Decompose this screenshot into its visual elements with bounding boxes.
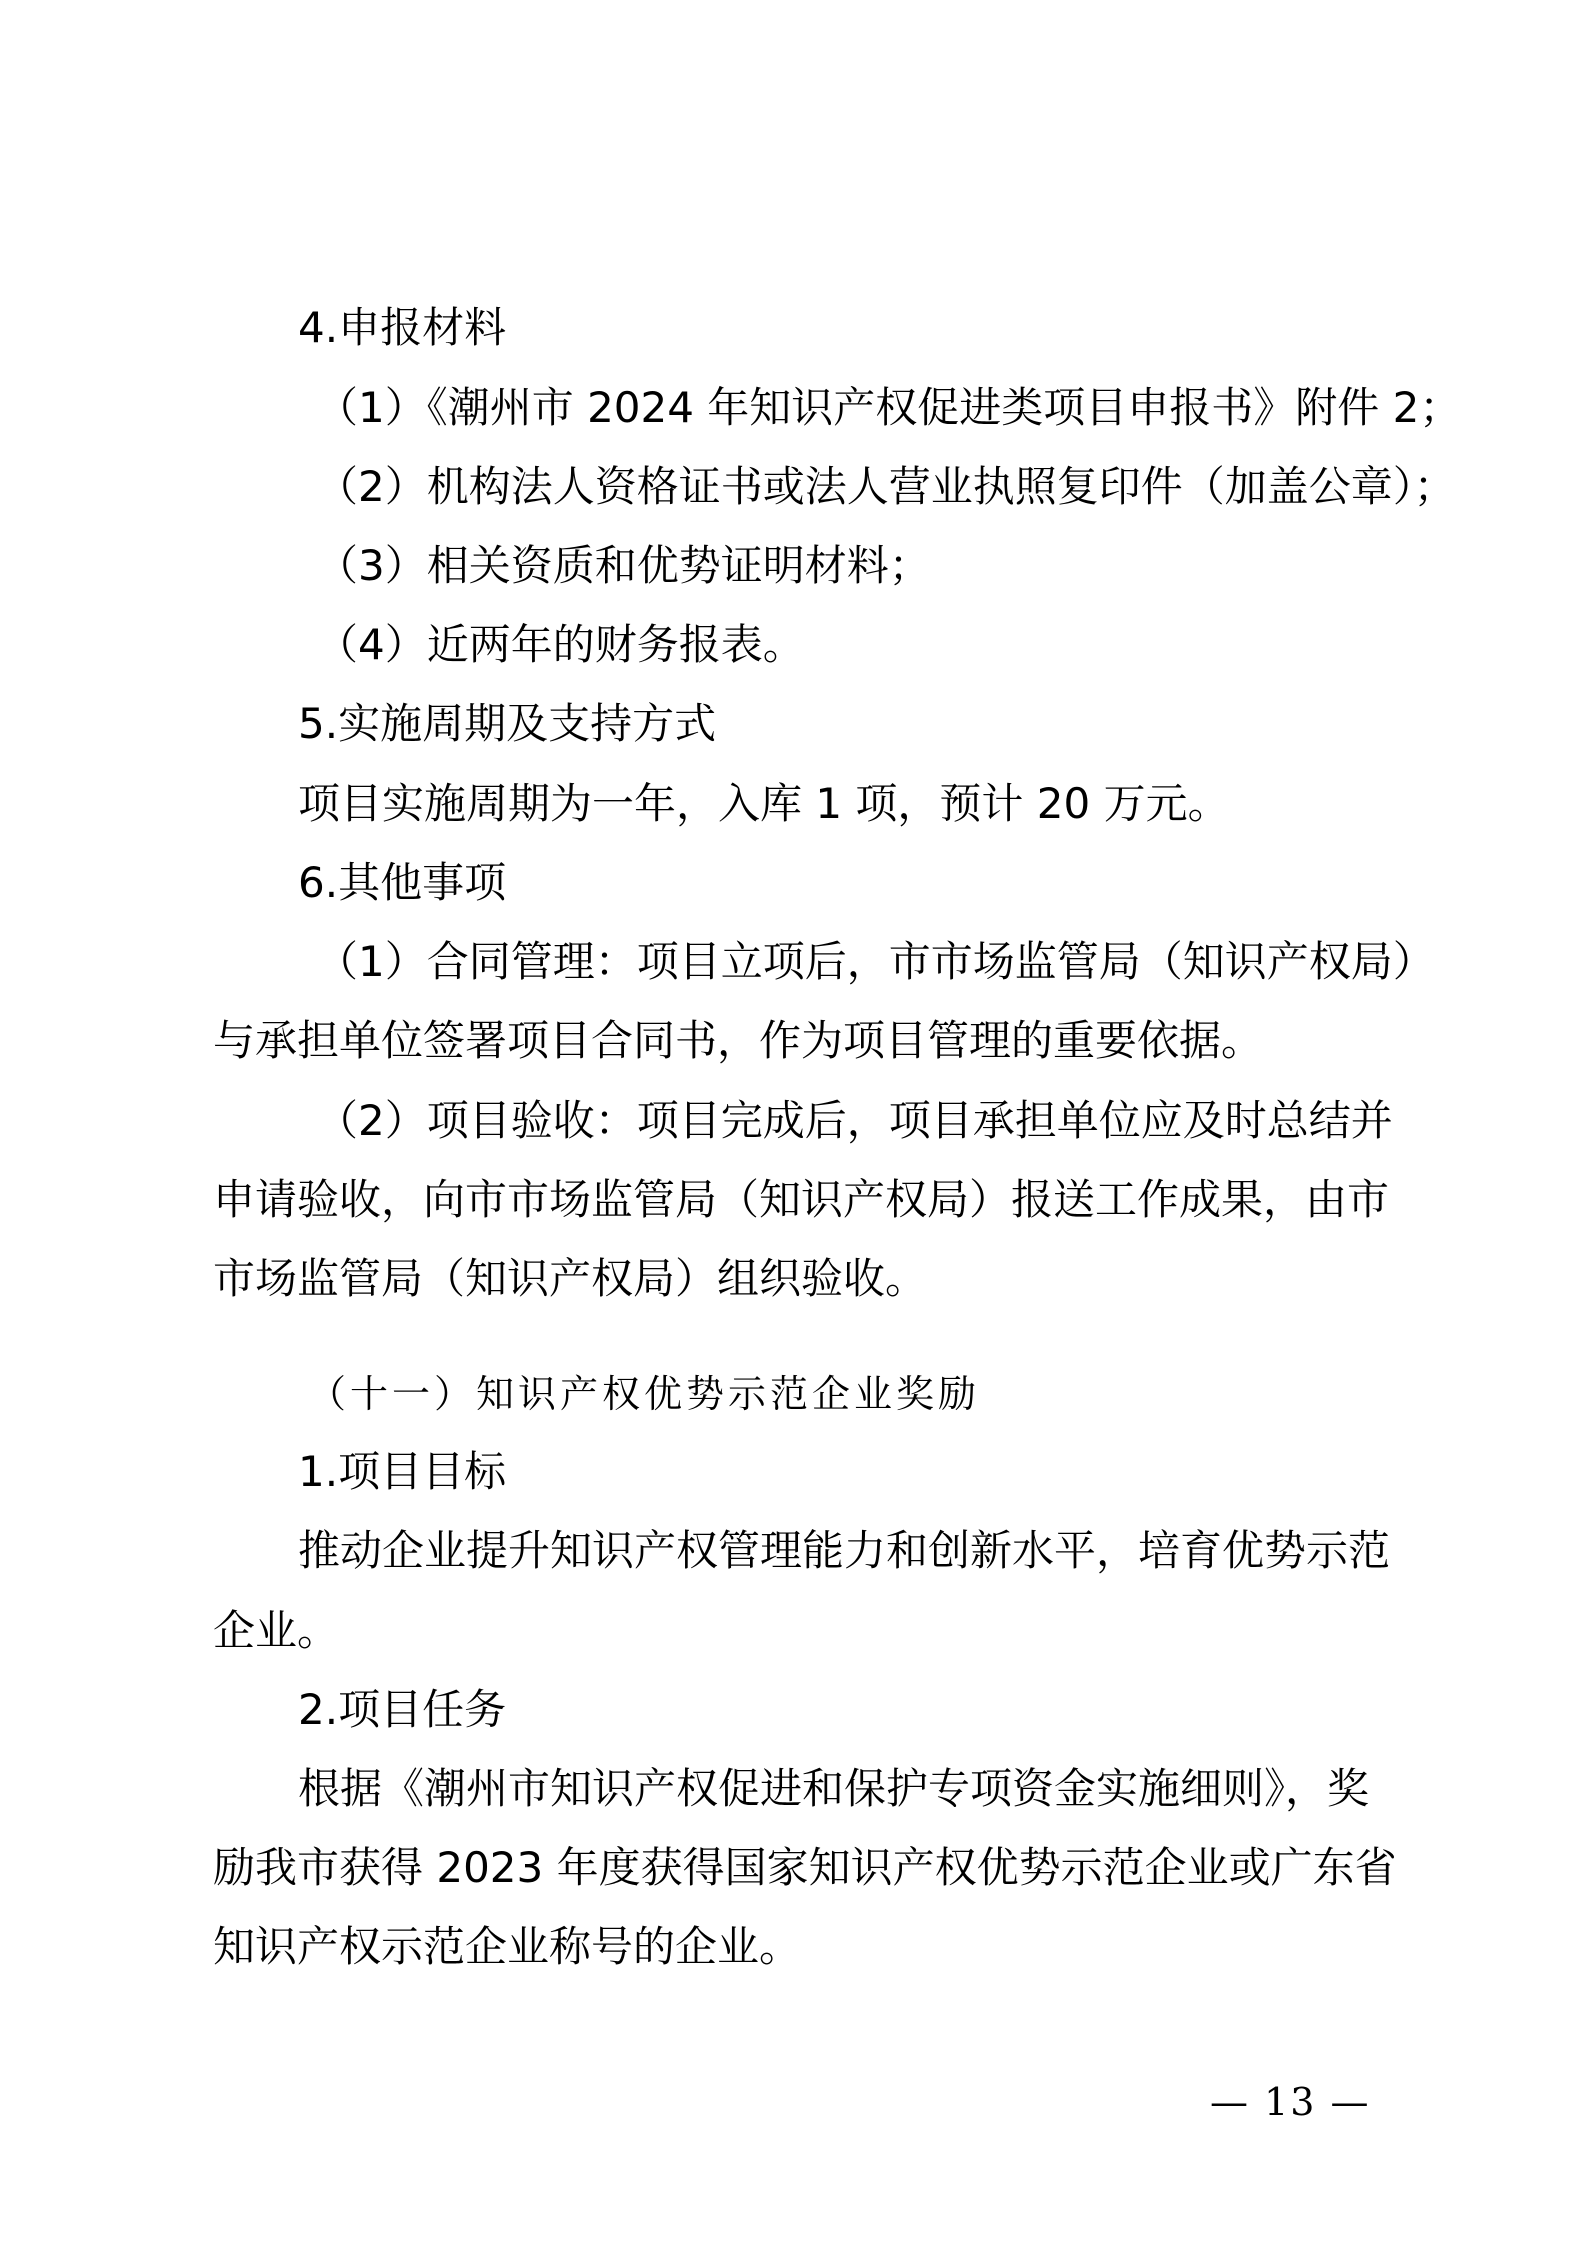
material-item-3: （3）相关资质和优势证明材料； <box>316 541 931 590</box>
project-task-line-1: 根据《潮州市知识产权促进和保护专项资金实施细则》，奖 <box>298 1764 1370 1813</box>
page-number: — 13 — <box>1210 2080 1371 2124</box>
section-5-heading: 5.实施周期及支持方式 <box>298 699 717 748</box>
project-goal-line-1: 推动企业提升知识产权管理能力和创新水平，培育优势示范 <box>298 1526 1391 1575</box>
project-task-heading: 2.项目任务 <box>298 1685 507 1734</box>
project-goal-heading: 1.项目目标 <box>298 1447 507 1496</box>
project-task-line-3: 知识产权示范企业称号的企业。 <box>213 1922 802 1971</box>
section-6-heading: 6.其他事项 <box>298 858 507 907</box>
project-task-line-2: 励我市获得 2023 年度获得国家知识产权优势示范企业或广东省 <box>213 1843 1397 1892</box>
material-item-2: （2）机构法人资格证书或法人营业执照复印件（加盖公章）； <box>316 462 1456 511</box>
project-acceptance-line-2: 申请验收，向市市场监管局（知识产权局）报送工作成果，由市 <box>213 1175 1390 1224</box>
material-item-4: （4）近两年的财务报表。 <box>316 620 805 669</box>
project-goal-line-2: 企业。 <box>213 1606 340 1655</box>
project-acceptance-line-3: 市场监管局（知识产权局）组织验收。 <box>213 1254 928 1303</box>
project-11-title: （十一）知识产权优势示范企业奖励 <box>308 1372 981 1416</box>
section-5-text: 项目实施周期为一年，入库 1 项，预计 20 万元。 <box>298 779 1230 828</box>
project-acceptance-line-1: （2）项目验收：项目完成后，项目承担单位应及时总结并 <box>316 1096 1393 1145</box>
contract-management-line-1: （1）合同管理：项目立项后，市市场监管局（知识产权局） <box>316 937 1435 986</box>
contract-management-line-2: 与承担单位签署项目合同书，作为项目管理的重要依据。 <box>213 1016 1264 1065</box>
material-item-1: （1）《潮州市 2024 年知识产权促进类项目申报书》附件 2； <box>316 383 1462 432</box>
section-4-heading: 4.申报材料 <box>298 303 507 352</box>
